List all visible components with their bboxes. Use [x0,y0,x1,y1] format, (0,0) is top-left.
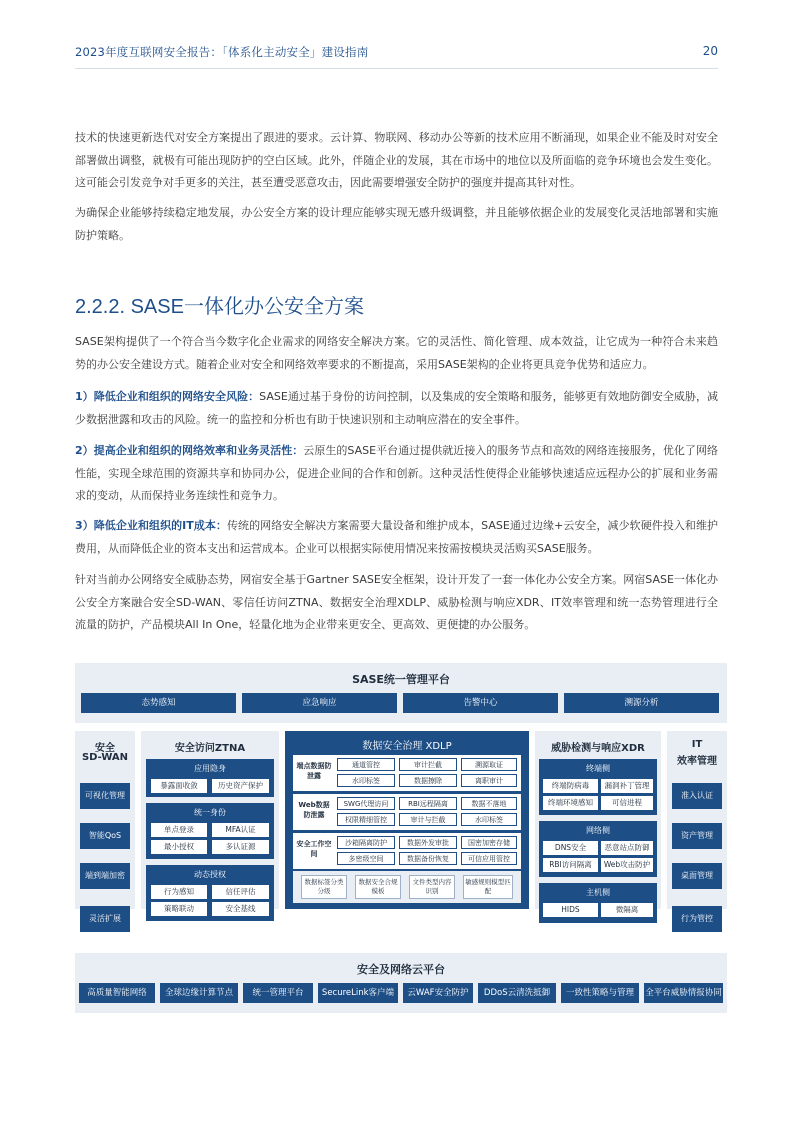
xdlp-chip: 沙箱隔离防护 [337,836,395,849]
paragraph-4 [75,386,718,431]
cloud-platform-title: 安全及网络云平台 [357,963,445,976]
it-title-2: 效率管理 [677,756,717,767]
top-item: 态势感知 [81,693,236,713]
paragraph-5-lead: 2）提高企业和组织的网络效率和业务灵活性： [75,444,304,457]
xdlp-chip: 水印标签 [461,813,517,826]
sdwan-item: 端到端加密 [80,863,130,889]
xdr-chip: HIDS [543,903,598,917]
ztna-panel-title: 统一身份 [194,808,226,817]
ztna-panel [146,803,274,859]
xdr-panel-title: 终端侧 [586,764,610,773]
xdr-panel-title: 主机侧 [586,888,610,897]
ztna-chip: 策略联动 [151,902,207,916]
paragraph-4-lead: 1）降低企业和组织的网络安全风险： [75,390,260,403]
cloud-platform-band [75,953,727,1013]
xdr-chip: 漏洞补丁管理 [601,779,653,793]
xdr-chip: RBI访问隔离 [543,858,598,872]
paragraph-6 [75,515,718,560]
xdr-panel-title: 网络侧 [586,826,610,835]
xdlp-chip: 数据不落地 [461,797,517,810]
sdwan-title-2: SD-WAN [81,752,129,763]
ztna-chip: 最小授权 [151,840,207,854]
xdlp-chip: 权限精细管控 [337,813,395,826]
xdlp-chip: 审计与拦截 [399,813,457,826]
cloud-item: 云WAF安全防护 [403,983,473,1003]
xdlp-chip: 数据备份恢复 [399,852,457,865]
ztna-chip: 单点登录 [151,823,207,837]
xdlp-row [293,794,521,830]
xdlp-bottom-chip: 敏感规则模型匹配 [463,875,513,899]
xdlp-chip: 数据擦除 [399,774,457,787]
top-item: 溯源分析 [564,693,719,713]
xdr-chip: 终端环境感知 [543,796,598,810]
sdwan-title-1: 安全 [95,743,115,754]
paragraph-2: 为确保企业能够持续稳定地发展，办公安全方案的设计理应能够实现无感升级调整，并且能够依据企业的发展变化灵活地部署和实施防护策略。 [75,206,718,242]
xdlp-chip: 离职审计 [461,774,517,787]
header-divider [75,68,718,69]
xdlp-chip: RBI远程隔离 [399,797,457,810]
xdlp-bottom-chip: 数据标签分类分级 [301,875,347,899]
it-item: 行为管控 [672,906,722,932]
xdlp-row-label: Web数据防泄露 [298,801,330,819]
ztna-chip: 行为感知 [151,885,207,899]
xdlp-column [285,731,529,909]
xdr-title: 威胁检测与响应XDR [551,743,645,754]
xdr-column [535,731,661,914]
xdlp-chip: 水印标签 [337,774,395,787]
cloud-item: 高质量智能网络 [79,983,155,1003]
xdlp-bottom-row [293,871,521,903]
cloud-item: 统一管理平台 [243,983,313,1003]
section-title: 2.2.2. SASE一体化办公安全方案 [75,296,364,318]
header-title: 2023年度互联网安全报告：「体系化主动安全」建设指南 [75,45,369,59]
management-platform-band [75,663,727,723]
sdwan-item: 可视化管理 [80,783,130,809]
ztna-chip: 信任评估 [212,885,269,899]
ztna-chip: 安全基线 [212,902,269,916]
ztna-panel [146,865,274,921]
sdwan-column [75,731,135,909]
top-item: 告警中心 [403,693,558,713]
ztna-panel [146,759,274,797]
sase-architecture-diagram [75,663,727,1013]
xdr-chip: 可信进程 [601,796,653,810]
xdr-chip: Web攻击防护 [601,858,653,872]
xdlp-row [293,755,521,791]
ztna-column [141,731,279,913]
cloud-item: SecureLink客户端 [318,983,398,1003]
management-platform-title: SASE统一管理平台 [352,673,450,686]
xdr-chip: 终端防病毒 [543,779,598,793]
it-column [667,731,727,909]
it-item: 桌面管理 [672,863,722,889]
xdlp-bottom-chip: 文件类型内容识别 [409,875,455,899]
paragraph-5-body: 云原生的SASE平台通过提供就近接入的服务节点和高效的网络连接服务，优化了网络性能，实现全球范围的资源共享和协同办公，促进企业间的合作和创新。这种灵活性使得企业能够快速适应远程办公的扩展和业务需求的变动，从而保持业务连续性和竞争力。 [75,444,718,502]
cloud-item: 一致性策略与管理 [561,983,639,1003]
paragraph-5 [75,440,718,508]
xdr-panel [539,759,657,815]
it-item: 准入认证 [672,783,722,809]
ztna-panel-title: 应用隐身 [194,764,226,773]
xdlp-chip: 国密加密存储 [461,836,517,849]
xdlp-chip: 溯源取证 [461,758,517,771]
xdr-chip: 恶意站点防御 [601,841,653,855]
ztna-panel-title: 动态授权 [194,870,226,879]
ztna-chip: MFA认证 [212,823,269,837]
xdlp-chip: 可信应用管控 [461,852,517,865]
xdlp-chip: 数据外发审批 [399,836,457,849]
it-item: 资产管理 [672,823,722,849]
xdlp-chip: SWG代理访问 [337,797,395,810]
xdlp-row-label: 安全工作空间 [296,840,332,858]
xdlp-chip: 通道管控 [337,758,395,771]
ztna-chip: 暴露面收敛 [151,779,207,793]
cloud-item: 全球边缘计算节点 [160,983,238,1003]
xdr-chip: DNS安全 [543,841,598,855]
cloud-item: DDoS云清洗抵御 [478,983,556,1003]
paragraph-3: SASE架构提供了一个符合当今数字化企业需求的网络安全解决方案。它的灵活性、简化管理、成本效益，让它成为一种符合未来趋势的办公安全建设方式。随着企业对安全和网络效率要求的不断提高，采用SASE架构的企业将更具竞争优势和适应力。 [75,335,718,371]
it-title-1: IT [691,739,703,750]
paragraph-6-lead: 3）降低企业和组织的IT成本： [75,519,227,532]
sdwan-item: 智能QoS [80,823,130,849]
xdlp-title: 数据安全治理 XDLP [362,741,452,752]
paragraph-4-body: SASE通过基于身份的访问控制，以及集成的安全策略和服务，能够更有效地防御安全威胁，减少数据泄露和攻击的风险。统一的监控和分析也有助于快速识别和主动响应潜在的安全事件。 [75,390,718,426]
page-number: 20 [702,44,718,58]
paragraph-6-body: 传统的网络安全解决方案需要大量设备和维护成本，SASE通过边缘+云安全，减少软硬件投入和维护费用，从而降低企业的资本支出和运营成本。企业可以根据实际使用情况来按需按模块灵活购买SASE服务。 [75,519,719,555]
paragraph-7: 针对当前办公网络安全威胁态势，网宿安全基于Gartner SASE安全框架，设计开发了一套一体化办公安全方案。网宿SASE一体化办公安全方案融合安全SD-WAN、零信任访问ZTNA、数据安全治理XDLP、威胁检测与响应XDR、IT效率管理和统一态势管理进行全流量的防护，产品模块All In One，轻量化地为企业带来更安全、更高效、更便捷的办公服务。 [75,573,718,631]
xdr-chip: 微隔离 [601,903,653,917]
ztna-title: 安全访问ZTNA [174,743,246,754]
sdwan-item: 灵活扩展 [80,906,130,932]
xdr-panel [539,821,657,877]
xdlp-row-label: 端点数据防泄露 [296,762,332,780]
ztna-chip: 历史资产保护 [212,779,269,793]
xdlp-bottom-chip: 数据安全合规模板 [355,875,401,899]
xdlp-chip: 审计拦截 [399,758,457,771]
cloud-item: 全平台威胁情报协同 [644,983,723,1003]
top-item: 应急响应 [242,693,397,713]
xdlp-row [293,833,521,869]
ztna-chip: 多认证源 [212,840,269,854]
xdr-panel [539,883,657,923]
paragraph-1: 技术的快速更新迭代对安全方案提出了跟进的要求。云计算、物联网、移动办公等新的技术应用不断涌现，如果企业不能及时对安全部署做出调整，就极有可能出现防护的空白区域。此外，伴随企业的发展，其在市场中的地位以及所面临的竞争环境也会发生变化。这可能会引发竞争对手更多的关注，甚至遭受恶意攻击，因此需要增强安全防护的强度并提高其针对性。 [75,131,718,189]
xdlp-chip: 多密级空间 [337,852,395,865]
page-header [75,44,718,64]
